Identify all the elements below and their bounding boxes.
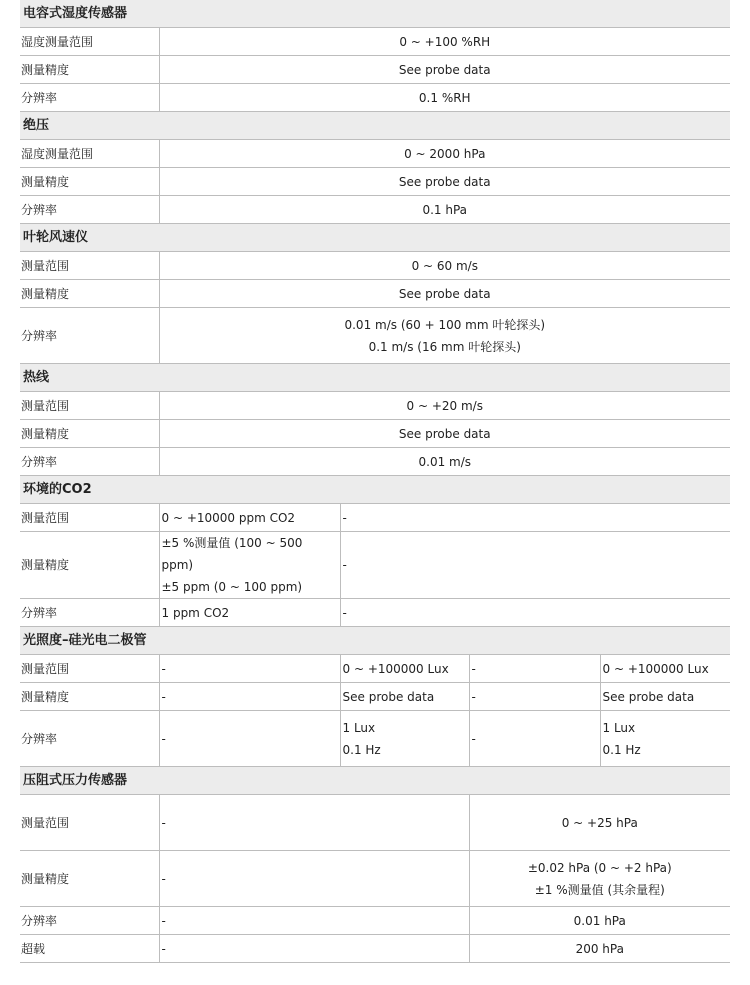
table-row (20, 308, 730, 364)
row-value: 0 ~ +100 %RH (159, 28, 730, 56)
value-line: 0.1 Hz (602, 742, 641, 757)
row-value: 0.01 hPa (469, 907, 730, 935)
table-row (20, 795, 730, 851)
row-value: See probe data (159, 420, 730, 448)
row-value: 0.1 hPa (159, 196, 730, 224)
row-value: 0 ~ 60 m/s (159, 252, 730, 280)
table-row (20, 196, 730, 224)
row-value: See probe data (340, 683, 469, 711)
value-line: ±5 %测量值 (100 ~ 500 ppm) (161, 536, 303, 572)
row-label: 测量精度 (20, 851, 159, 907)
table-row (20, 683, 730, 711)
table-row (20, 851, 730, 907)
row-value: - (159, 683, 340, 711)
value-line: 1 Lux (342, 720, 376, 735)
row-value: - (159, 655, 340, 683)
row-value: 0.1 %RH (159, 84, 730, 112)
table-row (20, 448, 730, 476)
row-value: - (340, 599, 730, 627)
row-label: 湿度测量范围 (20, 28, 159, 56)
row-label: 分辨率 (20, 84, 159, 112)
row-label: 测量精度 (20, 420, 159, 448)
value-line: 0.1 m/s (16 mm 叶轮探头) (368, 339, 521, 354)
row-label: 湿度测量范围 (20, 140, 159, 168)
row-value (159, 532, 340, 599)
table-row (20, 935, 730, 963)
table-row (20, 56, 730, 84)
row-value (600, 711, 730, 767)
row-value: 0 ~ 2000 hPa (159, 140, 730, 168)
row-label: 分辨率 (20, 308, 159, 364)
row-value: 1 ppm CO2 (159, 599, 340, 627)
row-label: 测量范围 (20, 504, 159, 532)
table-row (20, 280, 730, 308)
row-value: - (159, 935, 469, 963)
row-value: - (340, 532, 730, 599)
row-label: 超载 (20, 935, 159, 963)
row-value: 0 ~ +100000 Lux (340, 655, 469, 683)
table-row (20, 599, 730, 627)
section-header: 电容式湿度传感器 (20, 0, 730, 28)
table-row (20, 252, 730, 280)
row-value: - (469, 711, 600, 767)
table-row (20, 504, 730, 532)
row-value: See probe data (159, 168, 730, 196)
row-label: 分辨率 (20, 907, 159, 935)
row-label: 测量精度 (20, 168, 159, 196)
section-header: 热线 (20, 364, 730, 392)
row-value: 0 ~ +20 m/s (159, 392, 730, 420)
row-label: 分辨率 (20, 599, 159, 627)
table-row (20, 420, 730, 448)
table-row (20, 168, 730, 196)
row-value: 0 ~ +10000 ppm CO2 (159, 504, 340, 532)
row-label: 分辨率 (20, 196, 159, 224)
row-label: 测量精度 (20, 683, 159, 711)
row-value (469, 851, 730, 907)
value-line: 0.01 m/s (60 + 100 mm 叶轮探头) (344, 317, 546, 332)
row-label: 测量精度 (20, 532, 159, 599)
row-label: 测量范围 (20, 392, 159, 420)
row-value: - (159, 795, 469, 851)
row-label: 测量范围 (20, 655, 159, 683)
row-value: - (340, 504, 730, 532)
row-value: See probe data (600, 683, 730, 711)
row-value: - (469, 655, 600, 683)
row-value: - (159, 851, 469, 907)
value-line: 0.1 Hz (342, 742, 381, 757)
row-value (159, 308, 730, 364)
row-value: 0 ~ +100000 Lux (600, 655, 730, 683)
section-header: 环境的CO2 (20, 476, 730, 504)
row-label: 测量精度 (20, 280, 159, 308)
row-value: 200 hPa (469, 935, 730, 963)
table-row (20, 28, 730, 56)
row-value: - (469, 683, 600, 711)
table-row (20, 140, 730, 168)
row-value: See probe data (159, 280, 730, 308)
row-label: 分辨率 (20, 711, 159, 767)
value-line: ±5 ppm (0 ~ 100 ppm) (161, 580, 303, 594)
table-row (20, 532, 730, 599)
row-value: - (159, 907, 469, 935)
table-row (20, 655, 730, 683)
table-row (20, 84, 730, 112)
table-row (20, 711, 730, 767)
section-header: 光照度–硅光电二极管 (20, 627, 730, 655)
section-header: 叶轮风速仪 (20, 224, 730, 252)
value-line: ±1 %测量值 (其余量程) (534, 882, 665, 897)
table-row (20, 392, 730, 420)
row-label: 测量精度 (20, 56, 159, 84)
row-label: 测量范围 (20, 252, 159, 280)
row-label: 分辨率 (20, 448, 159, 476)
section-header: 压阻式压力传感器 (20, 767, 730, 795)
value-line: ±0.02 hPa (0 ~ +2 hPa) (527, 860, 672, 875)
row-value: See probe data (159, 56, 730, 84)
row-value: - (159, 711, 340, 767)
row-label: 测量范围 (20, 795, 159, 851)
value-line: 1 Lux (602, 720, 636, 735)
row-value: 0 ~ +25 hPa (469, 795, 730, 851)
section-header: 绝压 (20, 112, 730, 140)
row-value: 0.01 m/s (159, 448, 730, 476)
row-value (340, 711, 469, 767)
table-row (20, 907, 730, 935)
spec-table (20, 0, 730, 963)
